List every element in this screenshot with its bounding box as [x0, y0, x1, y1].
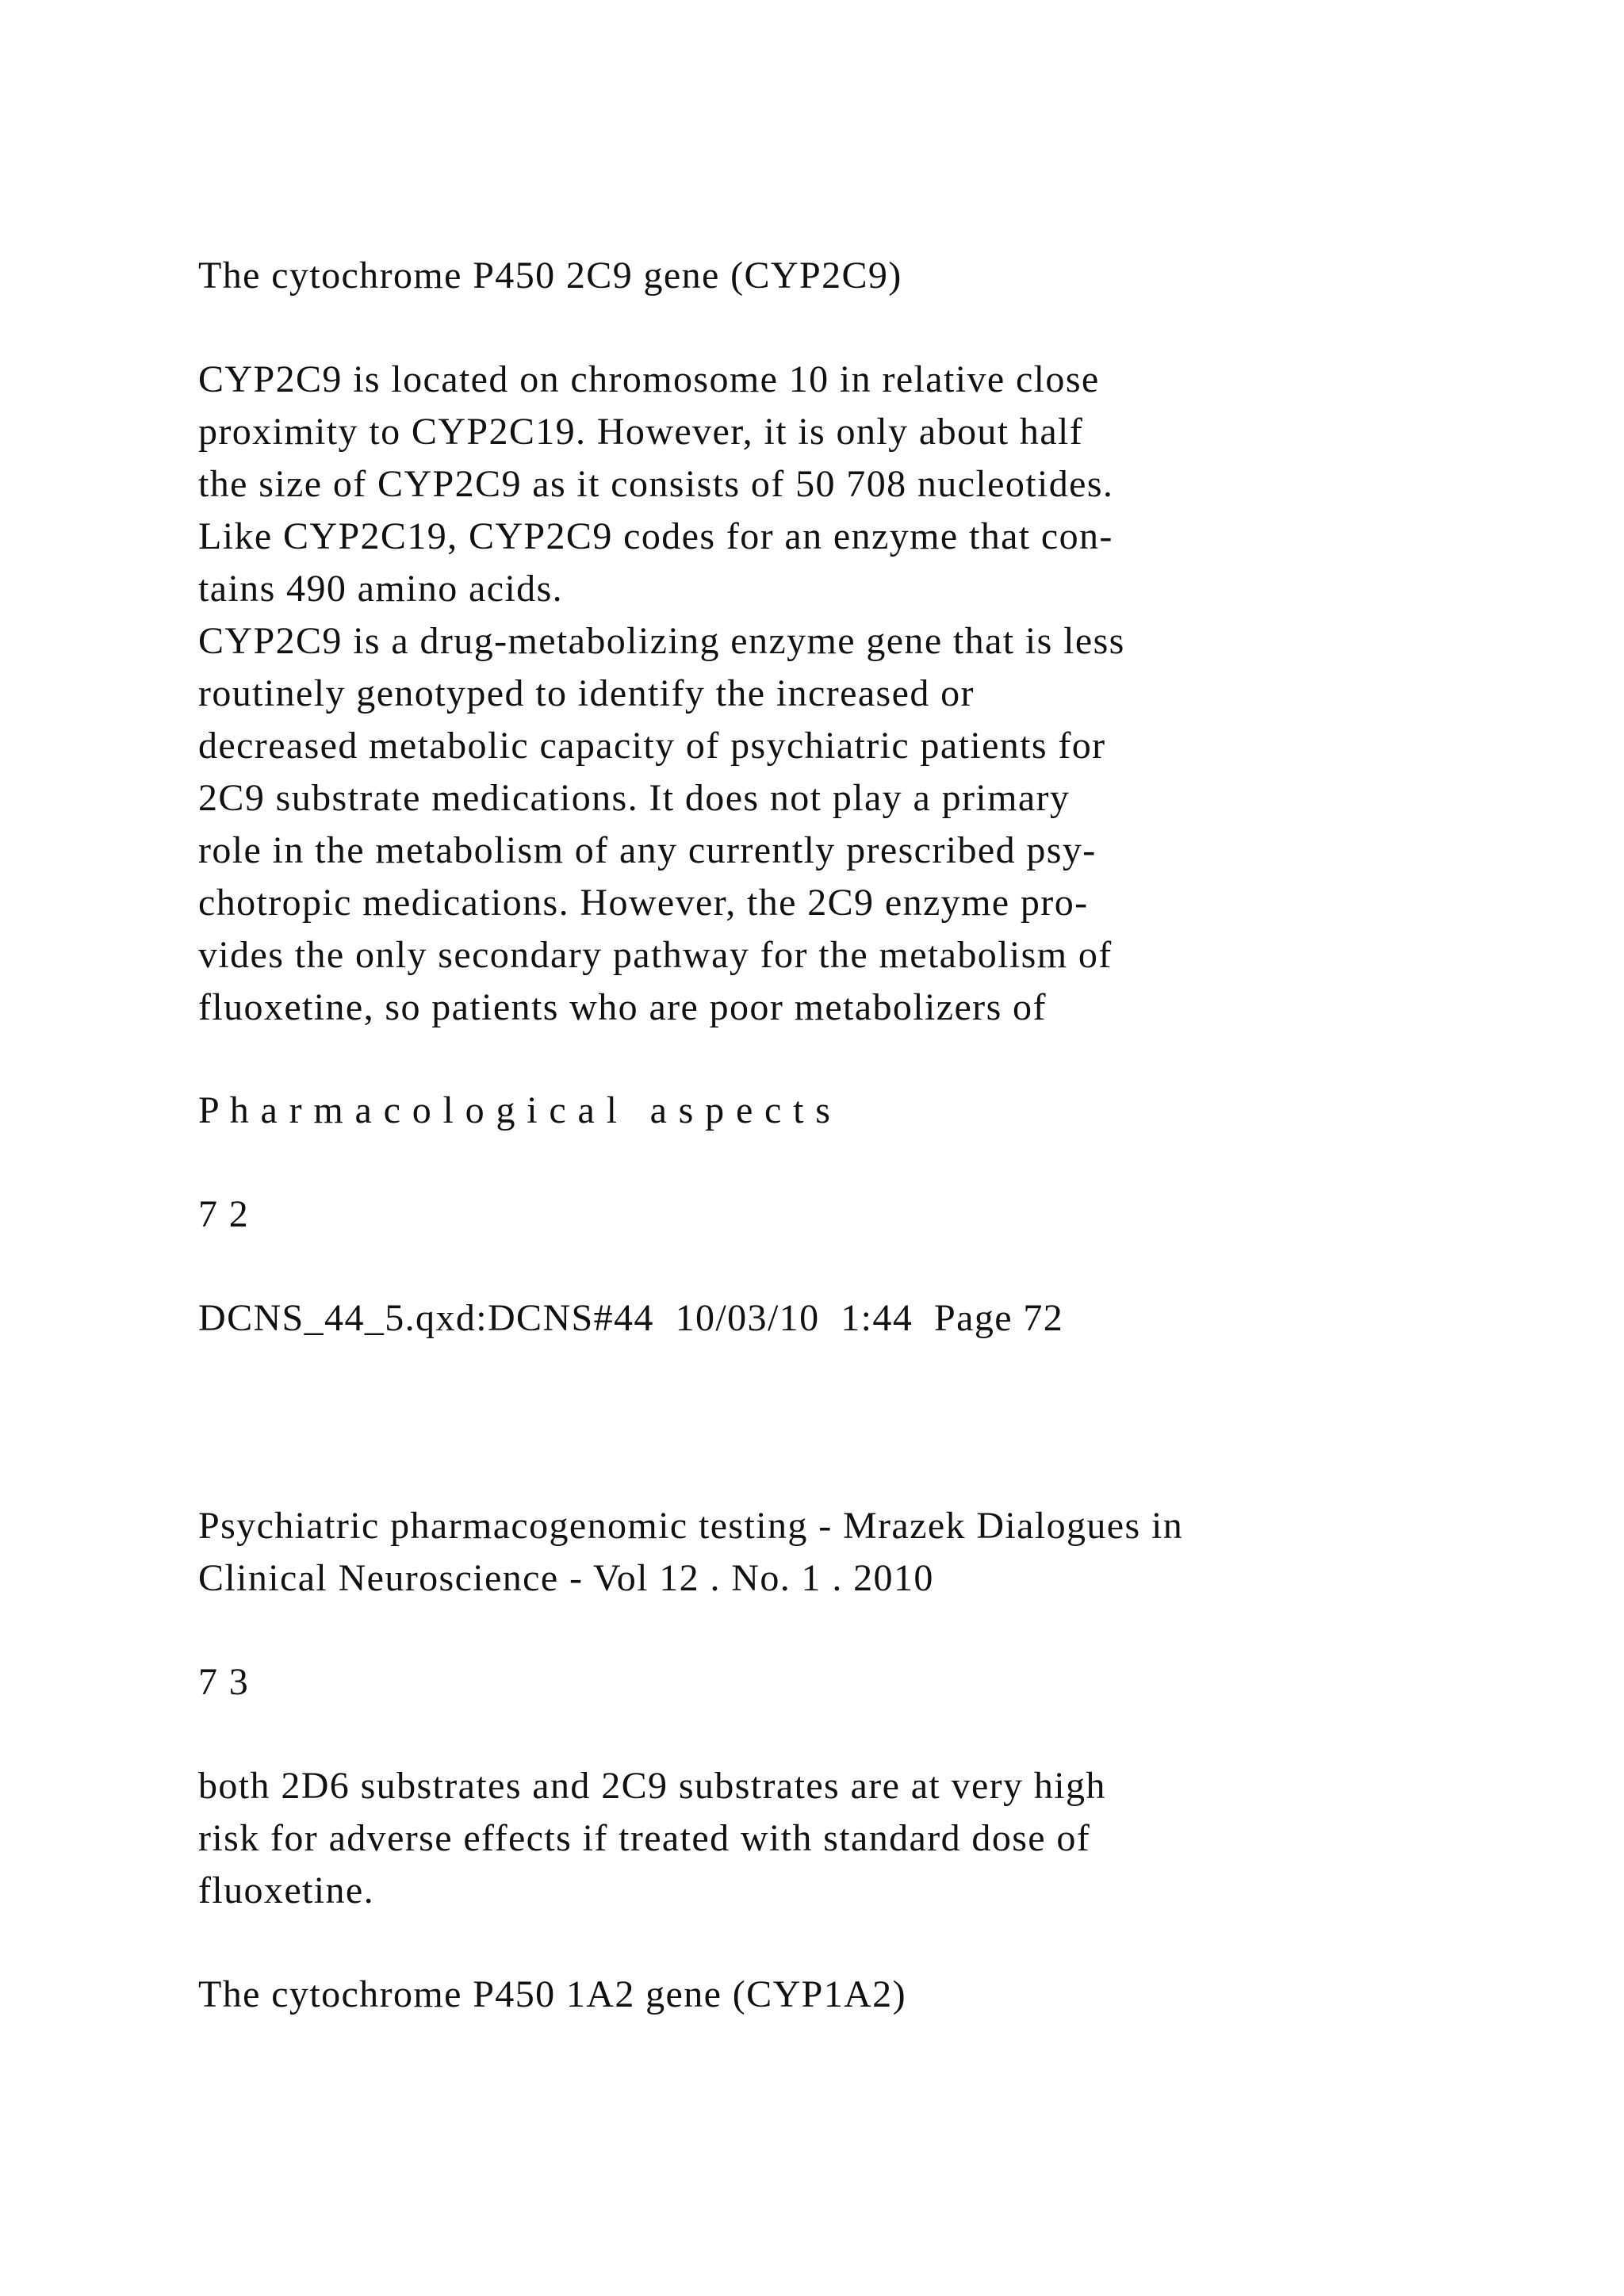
text-line: Like CYP2C19, CYP2C9 codes for an enzyme that con-: [198, 515, 1113, 557]
text-line: 2C9 substrate medications. It does not play a primary: [198, 777, 1071, 819]
section-heading-cyp1a2: The cytochrome P450 1A2 gene (CYP1A2): [198, 1973, 906, 2015]
text-line: chotropic medications. However, the 2C9 enzyme pro-: [198, 882, 1089, 924]
text-line: the size of CYP2C9 as it consists of 50 708 nucleotides.: [198, 463, 1114, 505]
page-number: 7 3: [198, 1661, 250, 1703]
text-line: role in the metabolism of any currently prescribed psy-: [198, 829, 1097, 871]
page-number: 7 2: [198, 1193, 250, 1235]
text-line: vides the only secondary pathway for the metabolism of: [198, 934, 1113, 976]
text-line: both 2D6 substrates and 2C9 substrates are at very high: [198, 1765, 1106, 1807]
file-stamp: DCNS_44_5.qxd:DCNS#44 10/03/10 1:44 Page 72: [198, 1297, 1064, 1339]
section-heading-cyp2c9: The cytochrome P450 2C9 gene (CYP2C9): [198, 254, 902, 297]
text-line: Psychiatric pharmacogenomic testing - Mrazek Dialogues in: [198, 1505, 1184, 1547]
text-line: Clinical Neuroscience - Vol 12 . No. 1 . 2010: [198, 1557, 934, 1599]
text-line: CYP2C9 is a drug-metabolizing enzyme gene that is less: [198, 620, 1125, 662]
text-line: proximity to CYP2C19. However, it is only about half: [198, 411, 1084, 453]
section-label: P h a r m a c o l o g i c a l a s p e c t s: [198, 1089, 832, 1131]
text-line: tains 490 amino acids.: [198, 568, 564, 610]
text-line: decreased metabolic capacity of psychiatric patients for: [198, 725, 1106, 767]
text-line: routinely genotyped to identify the increased or: [198, 672, 975, 714]
text-line: fluoxetine.: [198, 1869, 375, 1911]
text-line: fluoxetine, so patients who are poor metabolizers of: [198, 986, 1047, 1028]
text-line: risk for adverse effects if treated with standard dose of: [198, 1817, 1091, 1859]
text-line: CYP2C9 is located on chromosome 10 in relative close: [198, 358, 1100, 400]
